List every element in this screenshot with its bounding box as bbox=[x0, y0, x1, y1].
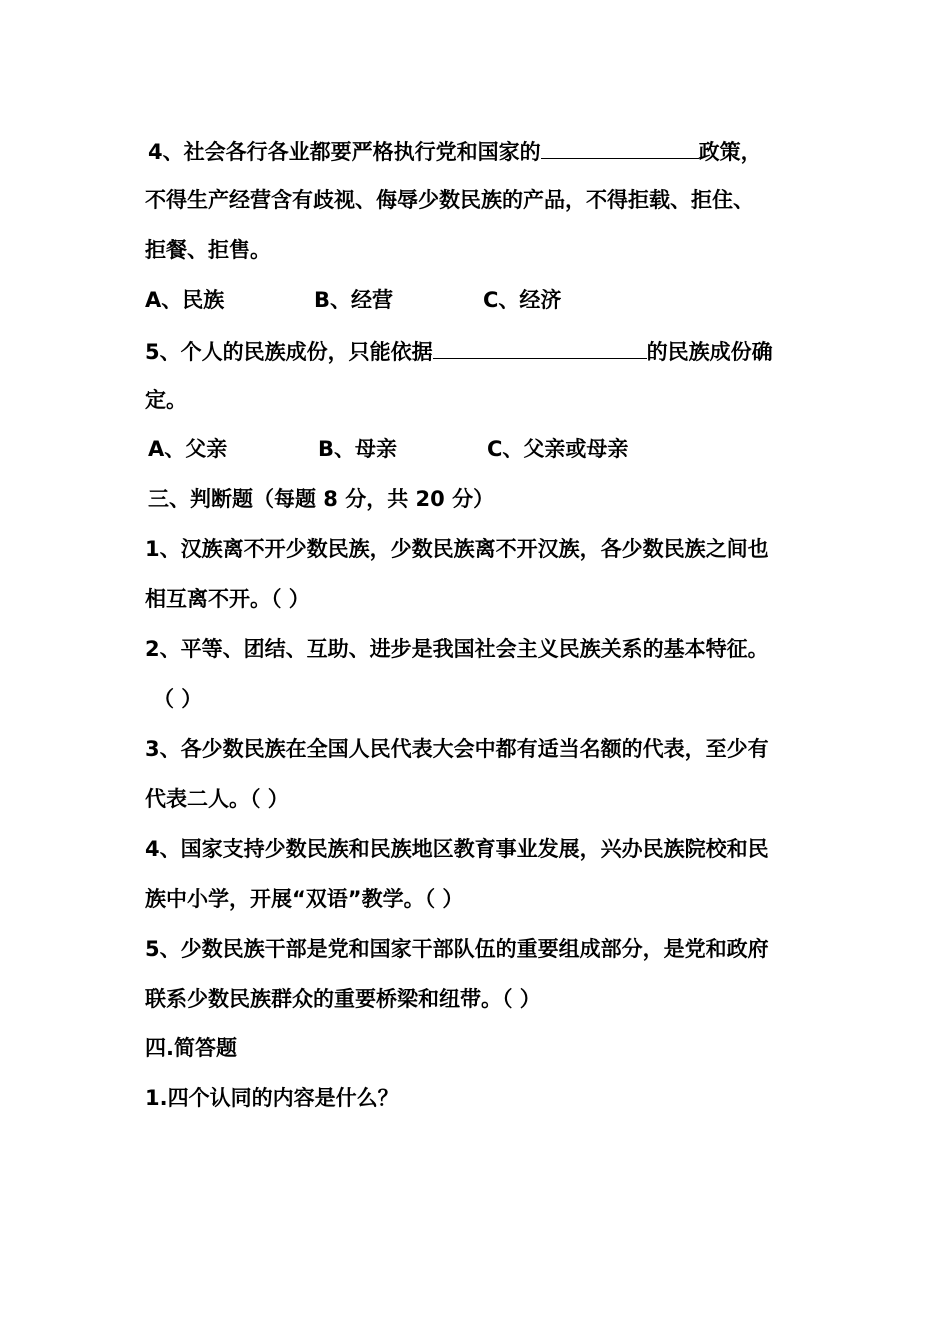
judge-3-line-1: 3、各少数民族在全国人民代表大会中都有适当名额的代表，至少有 bbox=[145, 737, 769, 761]
judge-4-line-1: 4、国家支持少数民族和民族地区教育事业发展，兴办民族院校和民 bbox=[145, 837, 769, 861]
q5-line-2: 定。 bbox=[145, 388, 187, 412]
q5-answer-blank[interactable] bbox=[433, 336, 647, 359]
q5-option-b: B、母亲 bbox=[318, 437, 398, 461]
q5-stem-start: 5、个人的民族成份，只能依据 bbox=[145, 340, 433, 364]
judge-5-line-2: 联系少数民族群众的重要桥梁和纽带。（ ） bbox=[145, 987, 541, 1011]
q4-stem-end: 政策， bbox=[698, 140, 762, 164]
q4-line-3: 拒餐、拒售。 bbox=[145, 238, 271, 262]
q4-answer-blank[interactable] bbox=[541, 136, 699, 159]
q4-option-b: B、经营 bbox=[314, 288, 394, 312]
q4-option-c: C、经济 bbox=[483, 288, 562, 312]
judge-4-line-2: 族中小学，开展“双语”教学。（ ） bbox=[145, 887, 464, 911]
q4-line-1 bbox=[148, 136, 762, 166]
q5-line-1 bbox=[145, 336, 773, 366]
judge-5-line-1: 5、少数民族干部是党和国家干部队伍的重要组成部分，是党和政府 bbox=[145, 937, 769, 961]
section3-heading: 三、判断题（每题 8 分，共 20 分） bbox=[148, 487, 495, 511]
judge-2-line-2: （ ） bbox=[153, 687, 203, 711]
q4-stem-start: 4、社会各行各业都要严格执行党和国家的 bbox=[148, 140, 541, 164]
q5-option-c: C、父亲或母亲 bbox=[487, 437, 629, 461]
q4-line-2: 不得生产经营含有歧视、侮辱少数民族的产品，不得拒载、拒住、 bbox=[145, 188, 754, 212]
q4-option-a: A、民族 bbox=[145, 288, 225, 312]
q5-option-a: A、父亲 bbox=[148, 437, 228, 461]
q5-stem-end: 的民族成份确 bbox=[646, 340, 773, 364]
judge-3-line-2: 代表二人。（ ） bbox=[145, 787, 289, 811]
section4-heading: 四.简答题 bbox=[145, 1036, 237, 1060]
short-answer-1: 1.四个认同的内容是什么？ bbox=[145, 1086, 399, 1110]
judge-1-line-2: 相互离不开。（ ） bbox=[145, 587, 310, 611]
judge-1-line-1: 1、汉族离不开少数民族，少数民族离不开汉族，各少数民族之间也 bbox=[145, 537, 769, 561]
judge-2-line-1: 2、平等、团结、互助、进步是我国社会主义民族关系的基本特征。 bbox=[145, 637, 769, 661]
